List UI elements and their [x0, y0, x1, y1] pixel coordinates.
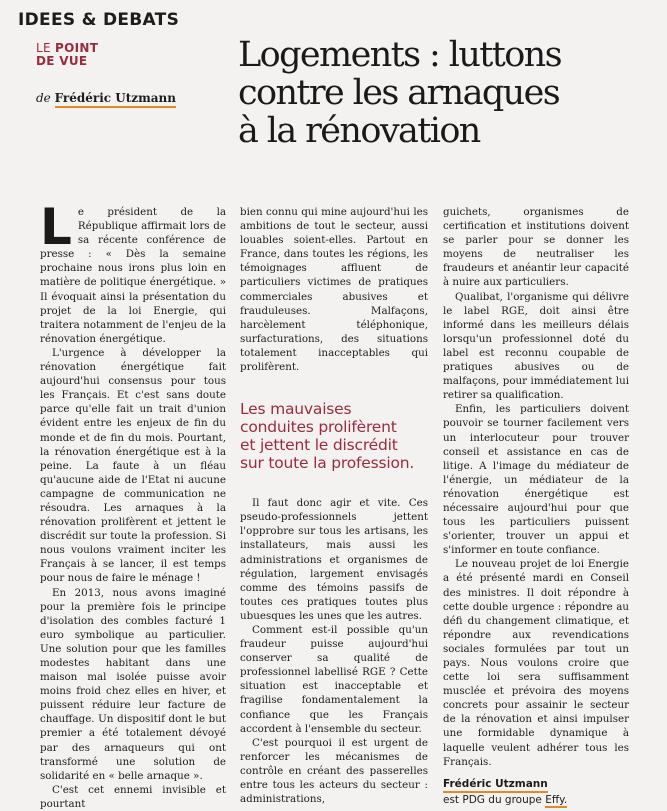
byline — [36, 91, 176, 105]
rubric-prefix: LE — [36, 41, 55, 55]
headline-line: à la rénovation — [238, 111, 480, 151]
paragraph: L'urgence à développer la rénovation énergétique fait aujourd'hui consensus pour tous les Français. Et c'est sans doute parce qu'elle fait un trait d'union évident entre les enjeux de fin du monde et de fin du mois. Pourtant, la rénovation énergétique est à la peine. La faute à un fléau qu'aucune aide de l'Etat ni aucune campagne de communication ne résoudra. Les arnaques à la rénovation prolifèrent et jettent le discrédit sur toute la profession. Si nous voulons vraiment inciter les Français à se lancer, il est temps pour nous de faire le ménage ! — [40, 346, 226, 585]
headline-line: contre les arnaques — [238, 73, 560, 113]
section-title: IDEES & DEBATS — [18, 10, 180, 30]
article-column-1 — [40, 198, 226, 811]
rubric-line2: DE VUE — [36, 54, 88, 68]
paragraph: Le président de la République affirmait lors de sa récente conférence de presse : « Dès la semaine prochaine nous irons plus loin en matière de politique énergétique. » Il évoquait ainsi la présentation du projet de la loi Energie, qui traitera notamment de l'enjeu de la rénovation énergétique. — [40, 198, 226, 345]
signature-name: Frédéric Utzmann — [443, 777, 548, 793]
paragraph: bien connu qui mine aujourd'hui les ambitions de tout le secteur, aussi louables soient-elles. Partout en France, dans toutes les régions, les témoignages affluent de particuliers victimes de pratiques commerciales abusives et frauduleuses. Malfaçons, harcèlement téléphonique, surfacturations, des situations totalement inacceptables qui prolifèrent. — [240, 206, 428, 374]
headline-line: Logements : luttons — [238, 35, 561, 75]
byline-prefix: de — [36, 91, 55, 105]
signature-company: Effy. — [545, 793, 568, 806]
paragraph: En 2013, nous avons imaginé pour la première fois le principe d'isolation des combles facturé 1 euro symbolique au particulier. Une solution pour que les familles modestes habitant dans une maison mal isolée puisse avoir moins froid chez elles en hiver, et puissent réduire leur facture de chauffage. Un dispositif dont le but premier a été totalement dévoyé par des arnaqueurs qui ont transformé une solution de solidarité en « belle arnaque ». — [40, 586, 226, 782]
paragraph: Qualibat, l'organisme qui délivre le label RGE, doit ainsi être informé dans les meilleurs délais lorsqu'un professionnel doté du label est reconnu coupable de pratiques abusives ou de malfaçons, pour immédiatement lui retirer sa qualification. — [443, 290, 629, 402]
paragraph: guichets, organismes de certification et institutions doivent se parler pour se donner les moyens de neutraliser les fraudeurs et anéantir leur capacité à nuire aux particuliers. — [443, 206, 629, 289]
headline — [238, 36, 658, 150]
rubric-label — [36, 42, 98, 68]
byline-author: Frédéric Utzmann — [55, 91, 176, 108]
signature-role: est PDG du groupe Effy. — [443, 793, 568, 806]
pull-quote: Les mauvaises conduites prolifèrent et jettent le discrédit sur toute la profession. — [240, 400, 415, 473]
drop-cap: L — [40, 198, 72, 256]
paragraph: Il faut donc agir et vite. Ces pseudo-professionnels jettent l'opprobre sur tous les artisans, les installateurs, mais aussi les administrations et organismes de régulation, largement envisagés comme des témoins passifs de toutes ces pratiques toutes plus ubuesques les unes que les autres. — [240, 497, 428, 622]
paragraph: C'est pourquoi il est urgent de renforcer les mécanismes de contrôle en créant des passerelles entre tous les acteurs du secteur : administrations, — [240, 736, 428, 806]
paragraph: C'est cet ennemi invisible et pourtant — [40, 783, 226, 810]
rubric-bold: POINT — [54, 41, 99, 55]
paragraph: Le nouveau projet de loi Energie a été présenté mardi en Conseil des ministres. Il doit répondre à cette double urgence : répondre au défi du changement climatique, et répondre aux revendications sociales formulées par tout un pays. Nous voulons croire que cette loi sera suffisamment musclée et prévoira des moyens concrets pour assainir le secteur de la rénovation et ainsi impulser une formidable dynamique à laquelle veulent adhérer tous les Français. — [443, 558, 629, 768]
article-column-2 — [240, 205, 428, 806]
article-column-3 — [443, 205, 629, 807]
paragraph: Enfin, les particuliers doivent pouvoir se tourner facilement vers un interlocuteur pour trouver conseil et assistance en cas de litige. A l'image du médiateur de l'énergie, un médiateur de la rénovation énergétique est nécessaire aujourd'hui pour que tous les particuliers puissent s'orienter, trouver un appui et s'informer en toute confiance. — [443, 403, 629, 557]
paragraph: Comment est-il possible qu'un fraudeur puisse aujourd'hui conserver sa qualité de professionnel labellisé RGE ? Cette situation est inacceptable et fragilise fondamentalement la confiance que les Français accordent à l'ensemble du secteur. — [240, 623, 428, 735]
